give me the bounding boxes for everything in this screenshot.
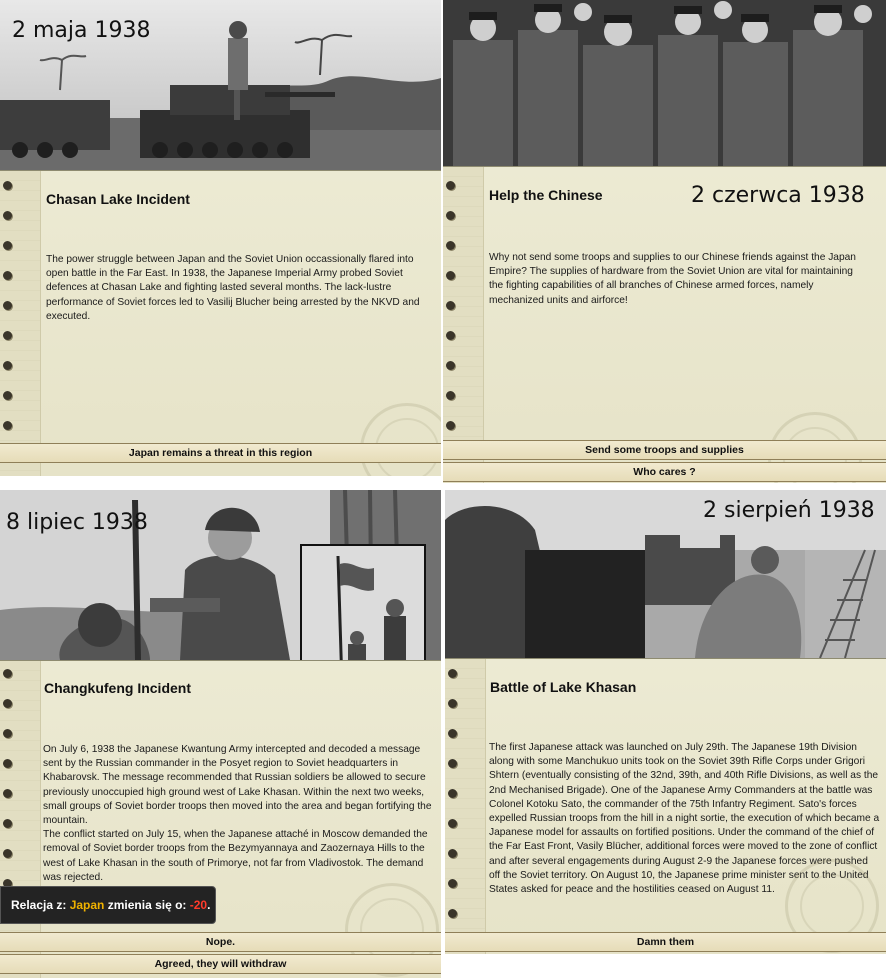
toast-prefix: Relacja z: — [11, 898, 70, 912]
binder-spine — [0, 171, 41, 476]
binder-ring-icon — [448, 729, 457, 738]
stamp-watermark-icon — [360, 403, 441, 476]
binder-ring-icon — [448, 909, 457, 918]
binder-ring-icon — [3, 849, 12, 858]
event-panel-chasan — [0, 0, 441, 476]
event-title: Battle of Lake Khasan — [490, 679, 637, 695]
event-photo-railway — [445, 490, 886, 658]
event-date: 2 sierpień 1938 — [703, 498, 875, 523]
binder-ring-icon — [448, 789, 457, 798]
event-title: Chasan Lake Incident — [46, 191, 190, 207]
event-date: 2 czerwca 1938 — [691, 183, 865, 208]
event-date: 8 lipiec 1938 — [6, 510, 148, 535]
binder-ring-icon — [446, 181, 455, 190]
event-description: On July 6, 1938 the Japanese Kwantung Army intercepted and decoded a message sent by the Russian commander in the Posyet region to Soviet headquarters in Khabarovsk. The message recommended that Russian soldiers be allowed to secure previously unoccupied high ground west of Lake Khasan. Within the next two weeks, small groups of Soviet border troops then moved into the area and began fortifying the mountain. The conflict started on July 15, when the Japanese attaché in Moscow demanded the removal of Soviet border troops from the Bezymyannaya and Zaozernaya Hills to the west of Lake Khasan in the south of Primorye, not far from Vladivostok. The demand was rejected. — [43, 744, 432, 883]
binder-ring-icon — [3, 789, 12, 798]
event-paper — [0, 170, 441, 476]
binder-ring-icon — [3, 669, 12, 678]
binder-ring-icon — [448, 669, 457, 678]
toast-value: -20 — [189, 898, 208, 912]
event-panel-battle-khasan — [445, 490, 886, 954]
option-button-send-troops[interactable]: Send some troops and supplies — [443, 440, 886, 460]
event-paper — [445, 658, 886, 954]
binder-ring-icon — [3, 759, 12, 768]
toast-suffix: . — [207, 898, 211, 912]
binder-ring-icon — [3, 211, 12, 220]
binder-ring-icon — [446, 211, 455, 220]
binder-ring-icon — [448, 819, 457, 828]
binder-ring-icon — [3, 729, 12, 738]
option-button-agreed-withdraw[interactable]: Agreed, they will withdraw — [0, 954, 441, 974]
event-paper — [0, 660, 441, 978]
option-button-damn-them[interactable]: Damn them — [445, 932, 886, 952]
binder-ring-icon — [3, 421, 12, 430]
toast-middle: zmienia się o: — [104, 898, 190, 912]
binder-ring-icon — [446, 331, 455, 340]
binder-ring-icon — [448, 759, 457, 768]
option-button-nope[interactable]: Nope. — [0, 932, 441, 952]
binder-ring-icon — [3, 391, 12, 400]
binder-ring-icon — [446, 421, 455, 430]
binder-ring-icon — [446, 301, 455, 310]
binder-ring-icon — [3, 361, 12, 370]
binder-ring-icon — [3, 331, 12, 340]
binder-ring-icon — [446, 241, 455, 250]
event-description: Why not send some troops and supplies to our Chinese friends against the Japan Empire? The supplies of hardware from the Soviet Union are vital for maintaining the fighting capabilities of all branches of Chinese armed forces, namely mechanized units and airforce! — [489, 252, 856, 306]
event-date: 2 maja 1938 — [12, 18, 151, 43]
event-paper — [443, 166, 886, 483]
event-photo-tank — [0, 0, 441, 170]
binder-ring-icon — [3, 301, 12, 310]
option-button-who-cares[interactable]: Who cares ? — [443, 462, 886, 482]
event-description: The power struggle between Japan and the Soviet Union occassionally flared into open battle in the Far East. In 1938, the Japanese Imperial Army probed Soviet defences at Chasan Lake and fighting lasted several months. The lack-lustre performance of Soviet forces led to Vasilij Blucher being arrested by the NKVD and executed. — [46, 254, 420, 322]
binder-ring-icon — [446, 361, 455, 370]
binder-ring-icon — [3, 699, 12, 708]
binder-ring-icon — [3, 819, 12, 828]
binder-ring-icon — [446, 391, 455, 400]
option-button-threat[interactable]: Japan remains a threat in this region — [0, 443, 441, 463]
toast-country: Japan — [69, 898, 105, 912]
binder-ring-icon — [3, 241, 12, 250]
binder-ring-icon — [3, 271, 12, 280]
binder-spine — [0, 661, 41, 978]
event-title: Changkufeng Incident — [44, 680, 191, 696]
event-description: The first Japanese attack was launched on July 29th. The Japanese 19th Division along with some Manchukuo units took on the Soviet 39th Rifle Corps under Grigori Shtern (eventually consisting of the 32nd, 39th, and 40th Rifle Divisions, as well as the 2nd Mechanised Brigade). One of the Japanese Army Commanders at the battle was Colonel Kotoku Sato, the commander of the 75th Infantry Regiment. Sato's forces expelled Russian troops from the hill in a night sortie, the execution of which became a Japanese model for assaults on fortified positions. Under the command of the chief of the Far East Front, Vasily Blücher, additional forces were moved to the zone of conflict and after several engagements during August 2-9 the Japanese forces were pushed off the Soviet territory. On August 10, the Japanese prime minister sent to the United States asked for peace and the hostilities ceased on August 11. — [489, 742, 880, 896]
binder-ring-icon — [446, 271, 455, 280]
binder-ring-icon — [3, 181, 12, 190]
binder-ring-icon — [448, 879, 457, 888]
event-panel-help-chinese — [443, 0, 886, 483]
binder-spine — [445, 659, 486, 954]
binder-ring-icon — [448, 849, 457, 858]
binder-spine — [443, 167, 484, 483]
event-photo-soldiers — [443, 0, 886, 166]
relation-change-toast — [0, 886, 216, 924]
binder-ring-icon — [448, 699, 457, 708]
event-title: Help the Chinese — [489, 187, 603, 203]
